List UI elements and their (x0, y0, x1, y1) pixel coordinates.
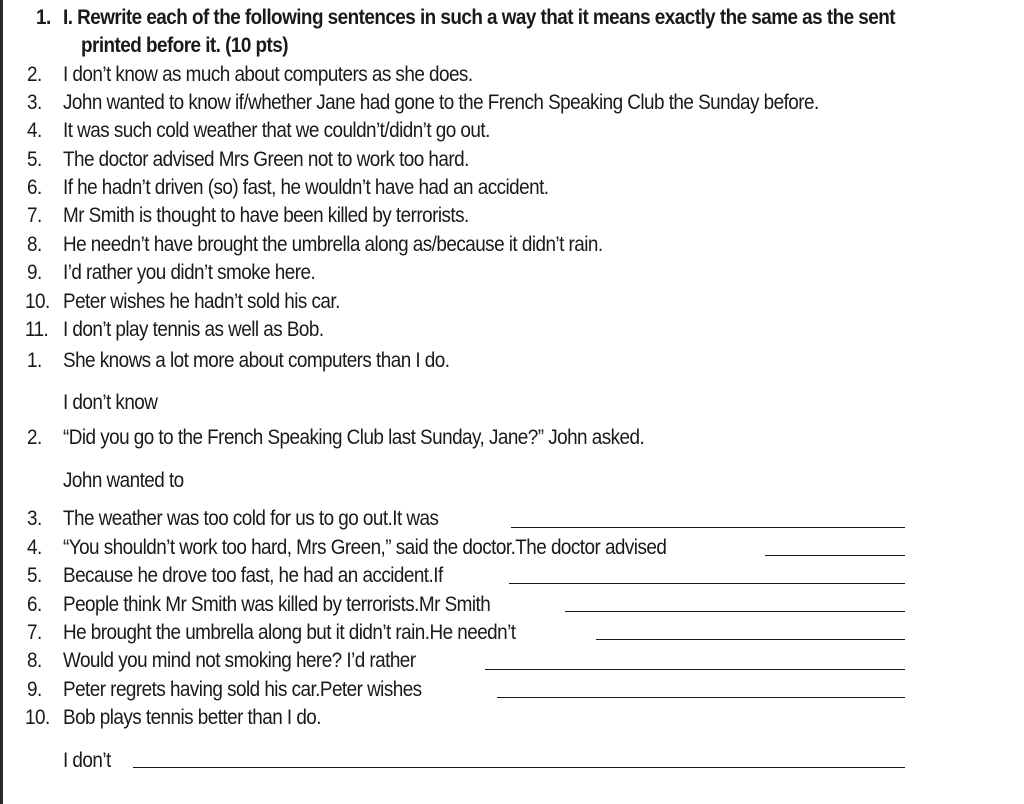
answer-number: 4. (27, 119, 42, 142)
exercise-text: The weather was too cold for us to go out.It was (63, 507, 439, 530)
exercise-number: 6. (27, 593, 42, 616)
exercise-text: He brought the umbrella along but it didn’t rain.He needn’t (63, 621, 516, 644)
answer-blank[interactable] (765, 555, 905, 556)
exercise-text: She knows a lot more about computers than I do. (63, 349, 450, 372)
exercise-number: 7. (27, 621, 42, 644)
answer-text: John wanted to know if/whether Jane had gone to the French Speaking Club the Sunday before. (63, 91, 819, 114)
exercise-number: 1. (27, 349, 42, 372)
instruction-number: 1. (36, 6, 51, 29)
answer-number: 11. (25, 318, 49, 341)
answer-blank[interactable] (133, 767, 905, 768)
answer-number: 9. (27, 261, 42, 284)
exercise-prompt: I don’t (63, 749, 111, 772)
answer-blank[interactable] (509, 583, 905, 584)
answer-text: I’d rather you didn’t smoke here. (63, 261, 316, 284)
answer-text: Peter wishes he hadn’t sold his car. (63, 290, 340, 313)
answer-text: I don’t play tennis as well as Bob. (63, 318, 324, 341)
answer-number: 2. (27, 63, 42, 86)
exercise-number: 4. (27, 536, 42, 559)
exercise-prompt: I don’t know (63, 391, 158, 414)
answer-number: 10. (25, 290, 50, 313)
exercise-text: People think Mr Smith was killed by terrorists.Mr Smith (63, 593, 491, 616)
answer-text: I don’t know as much about computers as she does. (63, 63, 473, 86)
answer-blank[interactable] (596, 639, 905, 640)
exercise-text: Would you mind not smoking here? I’d rather (63, 649, 416, 672)
exercise-text: Peter regrets having sold his car.Peter wishes (63, 678, 422, 701)
exercise-number: 9. (27, 678, 42, 701)
exercise-number: 8. (27, 649, 42, 672)
answer-number: 6. (27, 176, 42, 199)
answer-number: 7. (27, 204, 42, 227)
answer-blank[interactable] (565, 611, 905, 612)
answer-blank[interactable] (485, 669, 905, 670)
page-left-border (0, 0, 3, 804)
exercise-number: 5. (27, 564, 42, 587)
exercise-number: 3. (27, 507, 42, 530)
exercise-text: “Did you go to the French Speaking Club last Sunday, Jane?” John asked. (63, 426, 645, 449)
answer-number: 8. (27, 233, 42, 256)
answer-blank[interactable] (511, 527, 905, 528)
exercise-number: 2. (27, 426, 42, 449)
answer-text: The doctor advised Mrs Green not to work too hard. (63, 148, 469, 171)
instruction-line-2: printed before it. (10 pts) (81, 34, 288, 57)
answer-text: It was such cold weather that we couldn’t/didn’t go out. (63, 119, 490, 142)
answer-number: 5. (27, 148, 42, 171)
answer-text: He needn’t have brought the umbrella along as/because it didn’t rain. (63, 233, 603, 256)
exercise-text: “You shouldn’t work too hard, Mrs Green,” said the doctor.The doctor advised (63, 536, 667, 559)
answer-text: Mr Smith is thought to have been killed by terrorists. (63, 204, 469, 227)
exercise-text: Bob plays tennis better than I do. (63, 706, 321, 729)
exercise-number: 10. (25, 706, 50, 729)
answer-text: If he hadn’t driven (so) fast, he wouldn’t have had an accident. (63, 176, 549, 199)
answer-number: 3. (27, 91, 42, 114)
exercise-text: Because he drove too fast, he had an accident.If (63, 564, 443, 587)
exercise-prompt: John wanted to (63, 469, 184, 492)
answer-blank[interactable] (497, 697, 905, 698)
instruction-line-1: I. Rewrite each of the following sentences in such a way that it means exactly the same as the sent (63, 6, 895, 29)
